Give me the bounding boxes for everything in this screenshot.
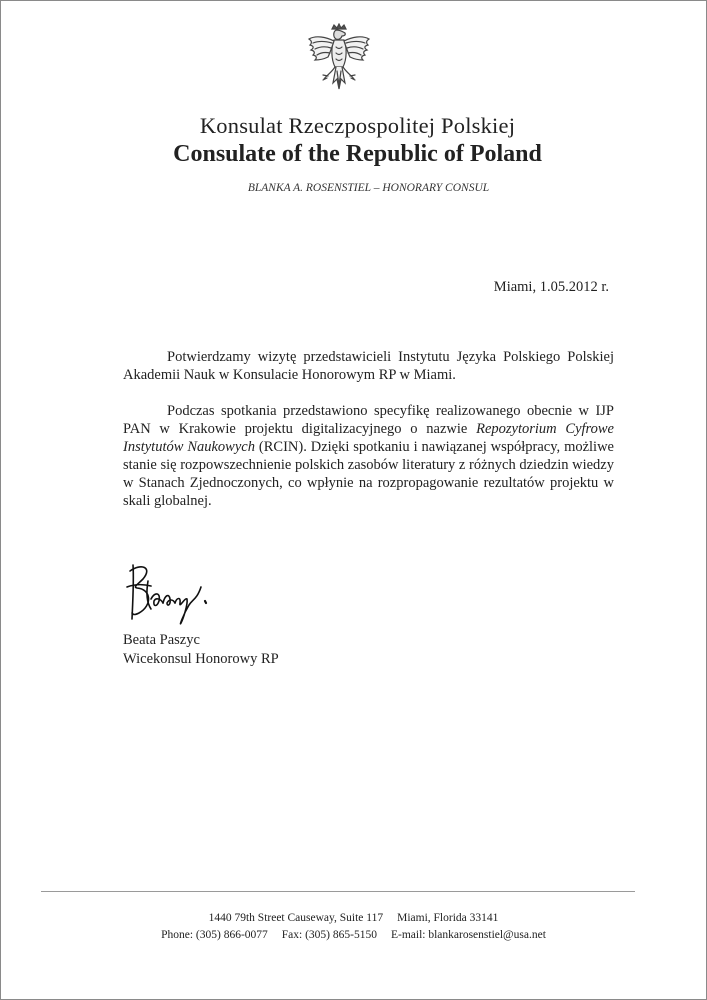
footer-phone: Phone: (305) 866-0077 xyxy=(161,929,268,941)
footer-divider xyxy=(41,891,635,892)
signatory-role: Wicekonsul Honorowy RP xyxy=(123,651,279,667)
footer-address-line xyxy=(1,910,706,927)
project-name: Repozytorium Cyfrowe Instytutów Naukowych xyxy=(123,421,614,455)
footer-contact-line xyxy=(1,927,706,944)
letter-body xyxy=(123,348,614,528)
letter-date: Miami, 1.05.2012 r. xyxy=(493,279,609,295)
paragraph-1: Potwierdzamy wizytę przedstawicieli Instytutu Języka Polskiego Polskiej Akademii Nauk w Konsulacie Honorowym RP w Miami. xyxy=(123,349,614,383)
handwritten-signature xyxy=(121,557,221,629)
footer-contact xyxy=(1,910,706,944)
footer-email: E-mail: blankarosenstiel@usa.net xyxy=(390,929,546,941)
signatory-name: Beata Paszyc xyxy=(123,632,200,648)
consulate-title-english: Consulate of the Republic of Poland xyxy=(173,141,542,167)
footer-street: 1440 79th Street Causeway, Suite 117 xyxy=(208,912,384,924)
paragraph-2 xyxy=(123,402,614,510)
paragraph-2-text-start: Podczas spotkania przedstawiono specyfikę realizowanego obecnie w IJP PAN w Krakowie projektu digitalizacyjnego o nazwie xyxy=(123,403,614,437)
honorary-consul-line: BLANKA A. ROSENSTIEL – HONORARY CONSUL xyxy=(247,182,490,194)
polish-eagle-icon xyxy=(306,23,372,101)
consulate-title-polish: Konsulat Rzeczpospolitej Polskiej xyxy=(199,113,516,138)
footer-fax: Fax: (305) 865-5150 xyxy=(281,929,377,941)
signatory-block xyxy=(123,631,279,669)
paragraph-2-text-end: (RCIN). Dzięki spotkaniu i nawiązanej współpracy, możliwe stanie się rozpowszechnienie polskich zasobów literatury z różnych dziedzin wiedzy w Stanach Zjednoczonych, co wpłynie na rozpropagowanie rezultatów projektu w skali globalnej. xyxy=(123,439,614,509)
footer-city: Miami, Florida 33141 xyxy=(397,912,499,924)
